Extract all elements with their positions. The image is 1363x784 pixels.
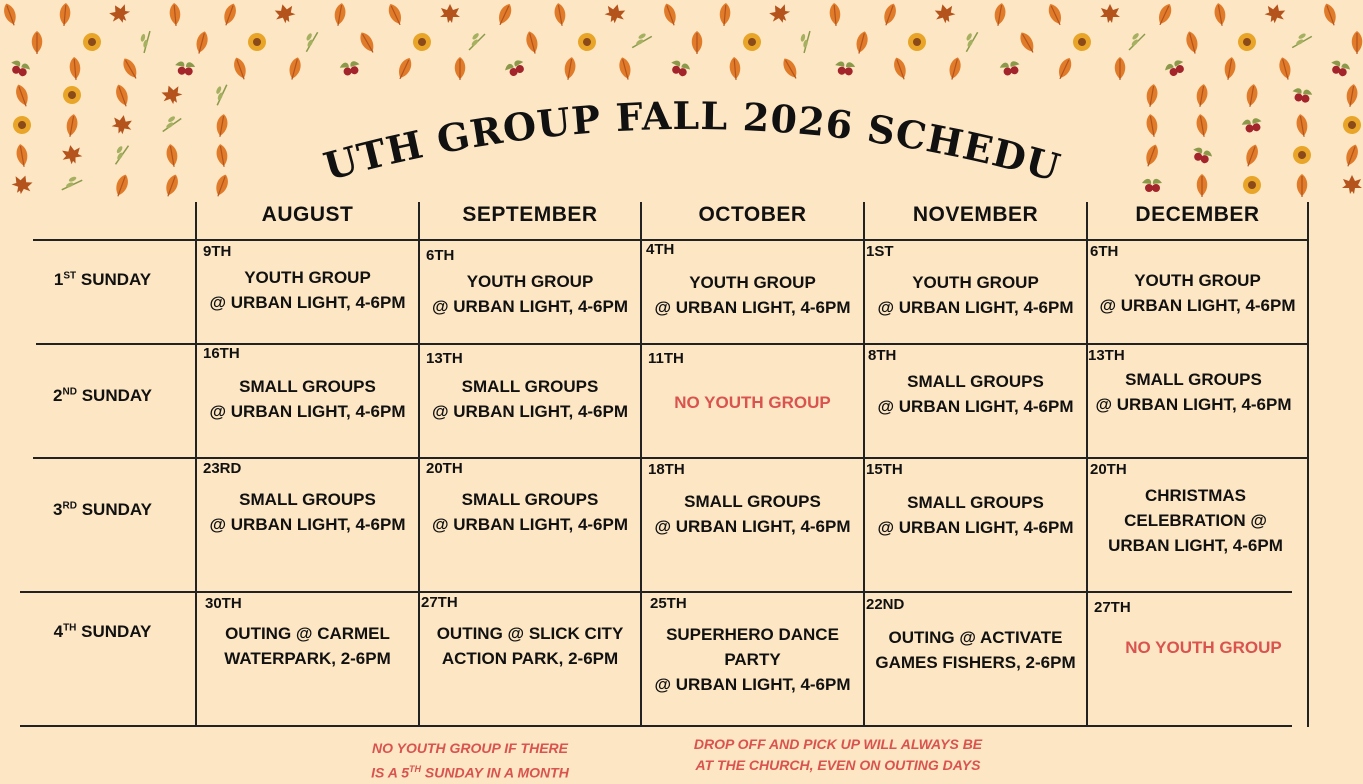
cell-event: SUPERHERO DANCE PARTY @ URBAN LIGHT, 4-6PM bbox=[654, 625, 851, 694]
month-header-december: DECEMBER bbox=[1135, 203, 1260, 226]
fifth-sunday-note: NO YOUTH GROUP IF THERE IS A 5TH SUNDAY IN A MONTH bbox=[371, 740, 569, 781]
cell-event: CHRISTMAS CELEBRATION @ URBAN LIGHT, 4-6PM bbox=[1108, 486, 1283, 555]
month-header-november: NOVEMBER bbox=[912, 203, 1039, 226]
cell-event: OUTING @ ACTIVATE GAMES FISHERS, 2-6PM bbox=[875, 628, 1076, 672]
cell-date: 18TH bbox=[648, 461, 685, 478]
cell-event: SMALL GROUPS @ URBAN LIGHT, 4-6PM bbox=[209, 377, 406, 421]
cell-date: 23RD bbox=[203, 460, 242, 477]
drop-off-note: DROP OFF AND PICK UP WILL ALWAYS BE AT THE CHURCH, EVEN ON OUTING DAYS bbox=[693, 736, 983, 773]
cell-event: SMALL GROUPS @ URBAN LIGHT, 4-6PM bbox=[209, 490, 406, 534]
grid-line bbox=[33, 457, 1307, 459]
cell-event: YOUTH GROUP @ URBAN LIGHT, 4-6PM bbox=[877, 273, 1074, 317]
cell-date: 16TH bbox=[203, 345, 240, 362]
cell-date: 27TH bbox=[1094, 599, 1131, 616]
cell-date: 9TH bbox=[203, 243, 232, 260]
row-label-1st-sunday: 1ST SUNDAY bbox=[53, 270, 152, 289]
row-label-4th-sunday: 4TH SUNDAY bbox=[53, 622, 152, 641]
cell-event: YOUTH GROUP @ URBAN LIGHT, 4-6PM bbox=[431, 272, 629, 316]
cell-date: 11TH bbox=[648, 350, 684, 367]
cell-date: 6TH bbox=[1090, 243, 1119, 260]
cell-event: SMALL GROUPS @ URBAN LIGHT, 4-6PM bbox=[1095, 370, 1292, 414]
cell-event: YOUTH GROUP @ URBAN LIGHT, 4-6PM bbox=[1099, 271, 1296, 315]
cell-event: OUTING @ CARMEL WATERPARK, 2-6PM bbox=[224, 624, 391, 668]
cell-date: 30TH bbox=[205, 595, 242, 612]
cell-date: 22ND bbox=[866, 596, 905, 613]
cell-date: 25TH bbox=[650, 595, 687, 612]
month-header-october: OCTOBER bbox=[698, 203, 807, 226]
no-youth-group-notice: NO YOUTH GROUP bbox=[674, 393, 831, 412]
no-youth-group-notice: NO YOUTH GROUP bbox=[1125, 638, 1282, 657]
cell-date: 20TH bbox=[426, 460, 463, 477]
month-header-august: AUGUST bbox=[261, 203, 354, 226]
cell-date: 4TH bbox=[646, 241, 675, 258]
cell-date: 6TH bbox=[426, 247, 455, 264]
row-label-3rd-sunday: 3RD SUNDAY bbox=[53, 500, 152, 519]
cell-date: 13TH bbox=[426, 350, 463, 367]
month-header-september: SEPTEMBER bbox=[462, 203, 598, 226]
cell-event: SMALL GROUPS @ URBAN LIGHT, 4-6PM bbox=[877, 493, 1074, 537]
cell-date: 15TH bbox=[866, 461, 903, 478]
cell-date: 1ST bbox=[866, 243, 894, 260]
grid-line bbox=[20, 725, 1292, 727]
cell-date: 27TH bbox=[421, 594, 458, 611]
cell-date: 20TH bbox=[1090, 461, 1127, 478]
cell-event: SMALL GROUPS @ URBAN LIGHT, 4-6PM bbox=[431, 377, 629, 421]
cell-event: SMALL GROUPS @ URBAN LIGHT, 4-6PM bbox=[654, 492, 851, 536]
cell-event: SMALL GROUPS @ URBAN LIGHT, 4-6PM bbox=[431, 490, 629, 534]
cell-date: 8TH bbox=[868, 347, 897, 364]
cell-event: SMALL GROUPS @ URBAN LIGHT, 4-6PM bbox=[877, 372, 1074, 416]
cell-date: 13TH bbox=[1088, 347, 1125, 364]
grid-line bbox=[20, 591, 1292, 593]
cell-event: YOUTH GROUP @ URBAN LIGHT, 4-6PM bbox=[209, 268, 406, 312]
cell-event: OUTING @ SLICK CITY ACTION PARK, 2-6PM bbox=[436, 624, 624, 668]
page-title: UTH GROUP FALL 2026 SCHEDU bbox=[319, 92, 1066, 191]
row-label-2nd-sunday: 2ND SUNDAY bbox=[53, 386, 152, 405]
cell-event: YOUTH GROUP @ URBAN LIGHT, 4-6PM bbox=[654, 273, 851, 317]
